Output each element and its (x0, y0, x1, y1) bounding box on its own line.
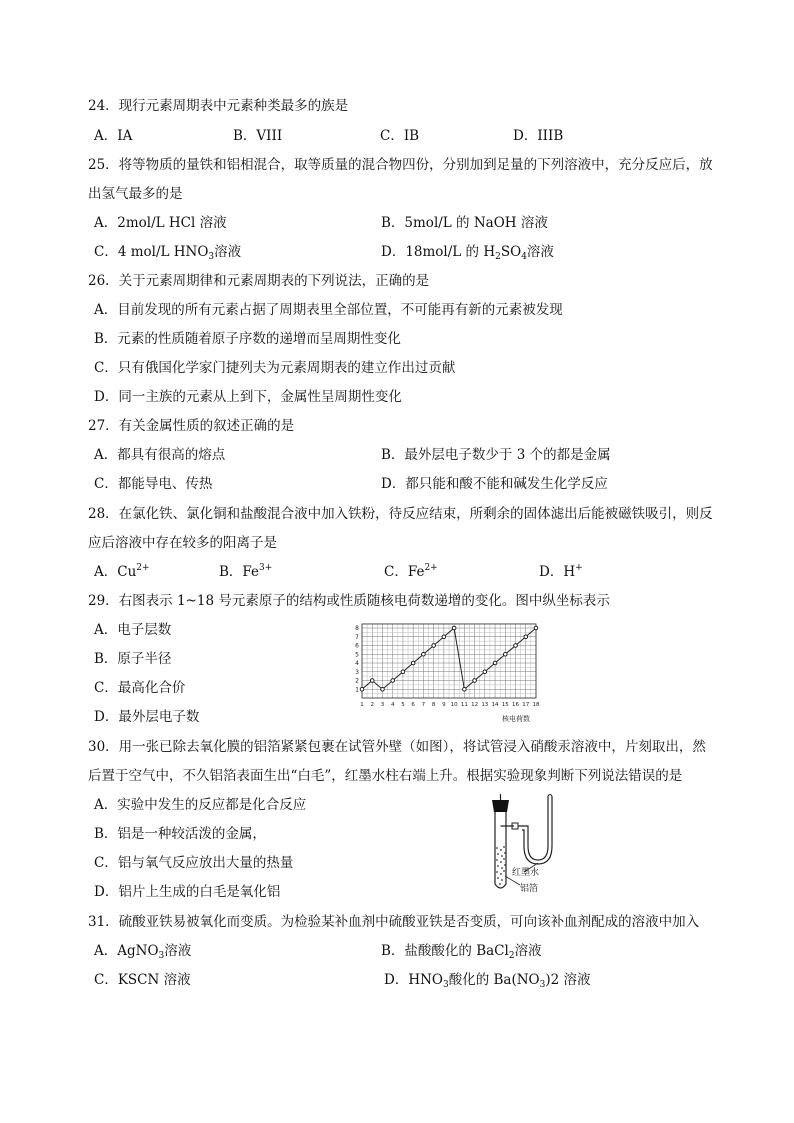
q25-stem-line1: 25．将等物质的量铁和铝相混合，取等质量的混合物四份，分别加到足量的下列溶液中，充分反应后，放 (88, 157, 713, 173)
chart-data-point (473, 679, 477, 683)
chart-x-tick-label: 3 (380, 702, 385, 708)
chart-data-point (514, 644, 518, 648)
q28-stem-line1: 28．在氯化铁、氯化铜和盐酸混合液中加入铁粉，待反应结束，所剩余的固体滤出后能被磁铁吸引，则反 (88, 506, 713, 522)
chart-x-tick-label: 2 (370, 702, 374, 708)
chart-y-tick-label: 2 (355, 677, 359, 685)
chart-data-point (524, 635, 528, 639)
chart-y-tick-label: 7 (355, 633, 359, 641)
q29-stem: 29．右图表示 1~18 号元素原子的结构或性质随核电荷数递增的变化。图中纵坐标表示 (88, 593, 610, 609)
q28-option-b: B．$Fe^{3+}$ (219, 563, 273, 580)
chart-data-point (370, 679, 374, 683)
q26-option-d: D．同一主族的元素从上到下，金属性呈周期性变化 (94, 389, 402, 405)
chart-x-tick-label: 16 (512, 702, 520, 708)
chart-data-point (360, 687, 364, 691)
q27-option-d: D．都只能和酸不能和碱发生化学反应 (381, 476, 608, 492)
chart-x-tick-label: 11 (460, 702, 468, 708)
q25-option-b: B．5mol/L 的 NaOH 溶液 (381, 215, 548, 231)
chart-x-tick-label: 14 (491, 702, 499, 708)
q29-option-c: C．最高化合价 (94, 680, 186, 696)
chart-data-point (432, 644, 436, 648)
q25-option-c: C．4 mol/L $HNO_3$溶液 (94, 244, 242, 262)
chart-x-tick-label: 8 (431, 702, 436, 708)
q24-option-c: C．IB (380, 128, 420, 144)
chart-y-tick-label: 1 (355, 686, 359, 694)
chart-x-tick-label: 15 (501, 702, 509, 708)
chart-y-tick-label: 6 (355, 642, 359, 650)
q31-option-b: B．盐酸酸化的 BaCl$_2$溶液 (381, 943, 542, 961)
chart-data-point (534, 626, 538, 630)
chart-x-tick-label: 1 (360, 702, 364, 708)
chart-data-point (411, 661, 415, 665)
q28-option-d: D．H+ (539, 563, 583, 580)
q24-option-a: A．IA (94, 128, 133, 144)
chart-data-point (391, 679, 395, 683)
aluminum-foil (496, 846, 506, 885)
aluminum-foil-label: 铝箔 (520, 884, 539, 894)
chart-data-point (381, 687, 385, 691)
chart-x-tick-label: 4 (390, 702, 395, 708)
q30-option-b: B．铝是一种较活泼的金属， (94, 826, 266, 842)
chart-y-tick-label: 5 (355, 651, 359, 659)
chart-data-point (452, 626, 456, 630)
q29-option-a: A．电子层数 (94, 622, 172, 638)
chart-x-tick-label: 9 (442, 702, 446, 708)
chart-x-tick-label: 18 (532, 702, 540, 708)
q30-option-a: A．实验中发生的反应都是化合反应 (94, 797, 307, 813)
q30-option-d: D．铝片上生成的白毛是氧化铝 (94, 884, 281, 900)
chart-x-ticks (360, 702, 540, 708)
q31-option-a: A．AgNO$_3$溶液 (94, 943, 192, 961)
chart-x-tick-label: 17 (522, 702, 530, 708)
chart-y-tick-label: 4 (355, 660, 359, 667)
q27-option-a: A．都具有很高的熔点 (94, 447, 226, 463)
chart-data-point (442, 635, 446, 639)
chart-grid (362, 624, 536, 698)
chart-data-point (493, 661, 497, 665)
chart-x-tick-label: 7 (421, 702, 426, 708)
q28-option-a: A．$Cu^{2+}$ (94, 563, 150, 580)
chart-x-tick-label: 13 (481, 702, 489, 708)
chart-data-point (463, 687, 467, 691)
chart-data-point (503, 652, 507, 656)
chart-data-point (483, 670, 487, 674)
q30-stem-line1: 30．用一张已除去氧化膜的铝箔紧紧包裹在试管外壁（如图），将试管浸入硝酸汞溶液中，片刻取出，然 (88, 739, 706, 755)
u-tube (518, 796, 548, 860)
test-tube-apparatus-figure (480, 792, 600, 898)
q25-option-d: D．18mol/L 的 $H_2SO_4$溶液 (381, 244, 554, 262)
chart-y-tick-label: 8 (355, 625, 359, 632)
q27-option-c: C．都能导电、传热 (94, 476, 213, 492)
q30-stem-line2: 后置于空气中，不久铝箔表面生出“白毛”，红墨水柱右端上升。根据实验现象判断下列说法错误的是 (88, 768, 683, 784)
q24-option-b: B．VIII (233, 128, 283, 144)
q26-stem: 26．关于元素周期律和元素周期表的下列说法，正确的是 (88, 273, 430, 289)
q26-option-b: B．元素的性质随着原子序数的递增而呈周期性变化 (94, 331, 401, 347)
q24-option-d: D．IIIB (513, 128, 564, 144)
q25-stem-line2: 出氢气最多的是 (88, 186, 183, 202)
q24-stem: 24．现行元素周期表中元素种类最多的族是 (88, 98, 349, 114)
chart-x-tick-label: 12 (471, 702, 479, 708)
rubber-stopper (492, 800, 509, 812)
chart-x-axis-label: 核电荷数 (502, 715, 530, 723)
chart-data-point (422, 652, 426, 656)
q25-option-a: A．2mol/L HCl 溶液 (94, 215, 227, 231)
q27-stem: 27．有关金属性质的叙述正确的是 (88, 418, 295, 434)
q29-option-d: D．最外层电子数 (94, 709, 200, 725)
chart-x-tick-label: 6 (411, 702, 415, 708)
q26-option-a: A．目前发现的所有元素占据了周期表里全部位置，不可能再有新的元素被发现 (94, 302, 563, 318)
red-ink-label: 红墨水 (512, 868, 540, 878)
chart-x-tick-label: 5 (401, 702, 405, 708)
q26-option-c: C．只有俄国化学家门捷列夫为元素周期表的建立作出过贡献 (94, 360, 456, 376)
chart-y-tick-label: 3 (355, 668, 359, 676)
q31-stem: 31．硫酸亚铁易被氧化而变质。为检验某补血剂中硫酸亚铁是否变质，可向该补血剂配成的溶液中加入 (88, 914, 700, 930)
q30-option-c: C．铝与氧气反应放出大量的热量 (94, 855, 294, 871)
element-property-chart (340, 618, 545, 724)
q28-option-c: C．$Fe^{2+}$ (384, 563, 438, 580)
q28-stem-line2: 应后溶液中存在较多的阳离子是 (88, 535, 277, 551)
chart-data-point (401, 670, 405, 674)
q31-option-c: C．KSCN 溶液 (94, 972, 191, 988)
chart-x-tick-label: 10 (450, 702, 458, 708)
q31-option-d: D．$HNO_3$酸化的 $Ba(NO_3)2$ 溶液 (384, 972, 591, 990)
q27-option-b: B．最外层电子数少于 3 个的都是金属 (381, 447, 611, 463)
chart-y-ticks (355, 625, 359, 693)
q29-option-b: B．原子半径 (94, 651, 172, 667)
